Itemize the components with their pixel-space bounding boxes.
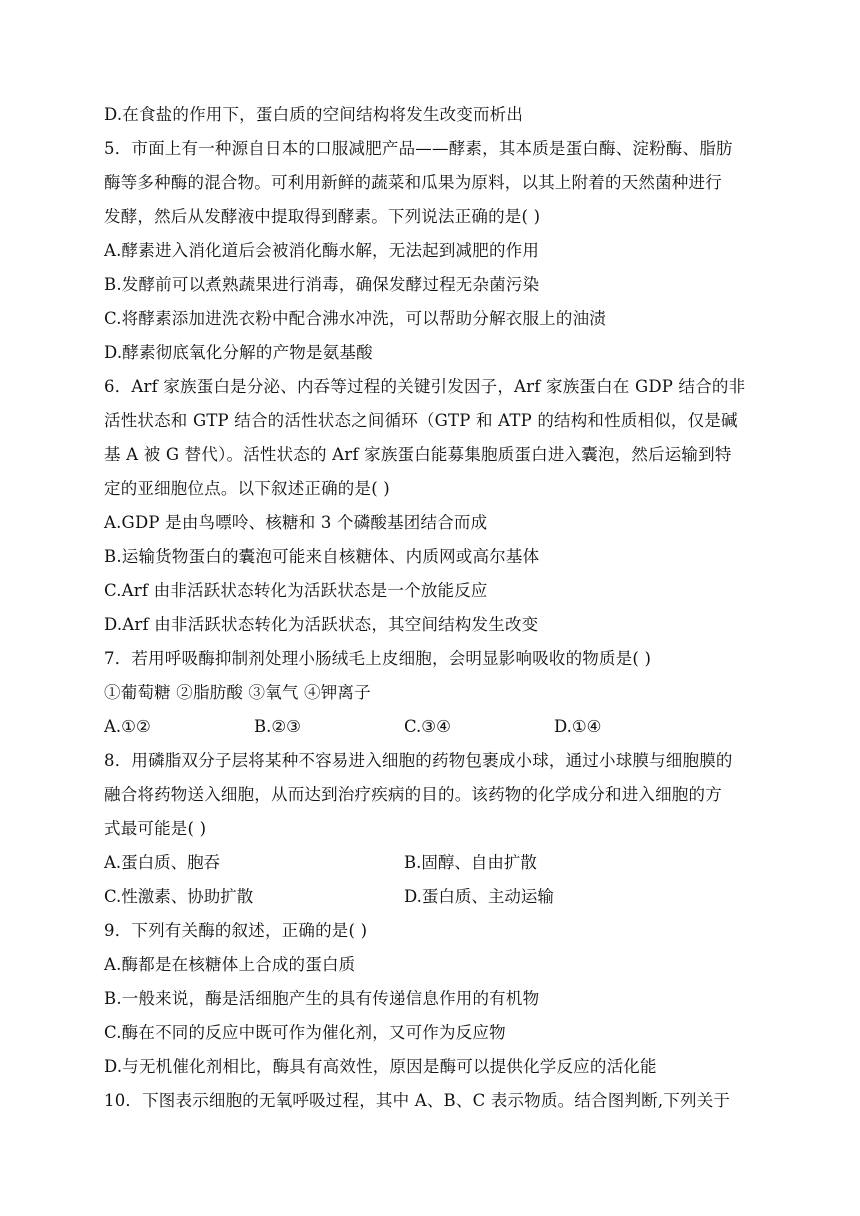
text-line: 基 A 被 G 替代）。活性状态的 Arf 家族蛋白能募集胞质蛋白进入囊泡，然后运输到特 xyxy=(104,445,732,464)
text-line: 定的亚细胞位点。以下叙述正确的是( ) xyxy=(104,479,390,498)
option-d: D.①④ xyxy=(554,717,602,736)
text-line: 酶等多种酶的混合物。可利用新鲜的蔬菜和瓜果为原料，以其上附着的天然菌种进行 xyxy=(104,173,722,192)
question-6-stem: 6．Arf 家族蛋白是分泌、内吞等过程的关键引发因子，Arf 家族蛋白在 GDP 结合的非 xyxy=(104,377,746,396)
option-b: B.发酵前可以煮熟蔬果进行消毒，确保发酵过程无杂菌污染 xyxy=(104,275,540,294)
option-a: A.酶都是在核糖体上合成的蛋白质 xyxy=(104,955,356,974)
option-c: C.将酵素添加进洗衣粉中配合沸水冲洗，可以帮助分解衣服上的油渍 xyxy=(104,309,606,328)
option-d: D.蛋白质、主动运输 xyxy=(404,887,554,906)
text-line: 活性状态和 GTP 结合的活性状态之间循环（GTP 和 ATP 的结构和性质相似，仅是碱 xyxy=(104,411,738,430)
question-8-options-row xyxy=(104,846,764,880)
question-8-options-row xyxy=(104,880,764,914)
option-a: A.酵素进入消化道后会被消化酶水解，无法起到减肥的作用 xyxy=(104,241,540,260)
question-8-stem: 8．用磷脂双分子层将某种不容易进入细胞的药物包裹成小球，通过小球膜与细胞膜的 xyxy=(104,751,733,770)
text-line: ①葡萄糖 ②脂肪酸 ③氧气 ④钾离子 xyxy=(104,683,371,702)
question-text xyxy=(104,98,764,1118)
option-b: B.运输货物蛋白的囊泡可能来自核糖体、内质网或高尔基体 xyxy=(104,547,540,566)
option-b: B.②③ xyxy=(254,717,301,736)
text-line: 融合将药物送入细胞，从而达到治疗疾病的目的。该药物的化学成分和进入细胞的方 xyxy=(104,785,722,804)
option-d: D.酵素彻底氧化分解的产物是氨基酸 xyxy=(104,343,373,362)
question-10-stem: 10．下图表示细胞的无氧呼吸过程，其中 A、B、C 表示物质。结合图判断,下列关于 xyxy=(104,1091,731,1110)
text-line: 发酵，然后从发酵液中提取得到酵素。下列说法正确的是( ) xyxy=(104,207,541,226)
option-a: A.GDP 是由鸟嘌呤、核糖和 3 个磷酸基团结合而成 xyxy=(104,513,488,532)
question-7-options xyxy=(104,710,764,744)
question-7-stem: 7．若用呼吸酶抑制剂处理小肠绒毛上皮细胞，会明显影响吸收的物质是( ) xyxy=(104,649,652,668)
option-c: C.Arf 由非活跃状态转化为活跃状态是一个放能反应 xyxy=(104,581,488,600)
option-c: C.酶在不同的反应中既可作为催化剂，又可作为反应物 xyxy=(104,1023,506,1042)
option-c: C.性激素、协助扩散 xyxy=(104,887,254,906)
question-9-stem: 9．下列有关酶的叙述，正确的是( ) xyxy=(104,921,368,940)
question-5-stem: 5．市面上有一种源自日本的口服减肥产品——酵素，其本质是蛋白酶、淀粉酶、脂肪 xyxy=(104,139,733,158)
option-a: A.蛋白质、胞吞 xyxy=(104,853,221,872)
option-a: A.①② xyxy=(104,717,151,736)
text-line: D.在食盐的作用下，蛋白质的空间结构将发生改变而析出 xyxy=(104,105,524,124)
option-d: D.Arf 由非活跃状态转化为活跃状态，其空间结构发生改变 xyxy=(104,615,539,634)
option-b: B.固醇、自由扩散 xyxy=(404,853,537,872)
option-c: C.③④ xyxy=(404,717,451,736)
option-b: B.一般来说，酶是活细胞产生的具有传递信息作用的有机物 xyxy=(104,989,540,1008)
option-d: D.与无机催化剂相比，酶具有高效性，原因是酶可以提供化学反应的活化能 xyxy=(104,1057,657,1076)
text-line: 式最可能是( ) xyxy=(104,819,207,838)
